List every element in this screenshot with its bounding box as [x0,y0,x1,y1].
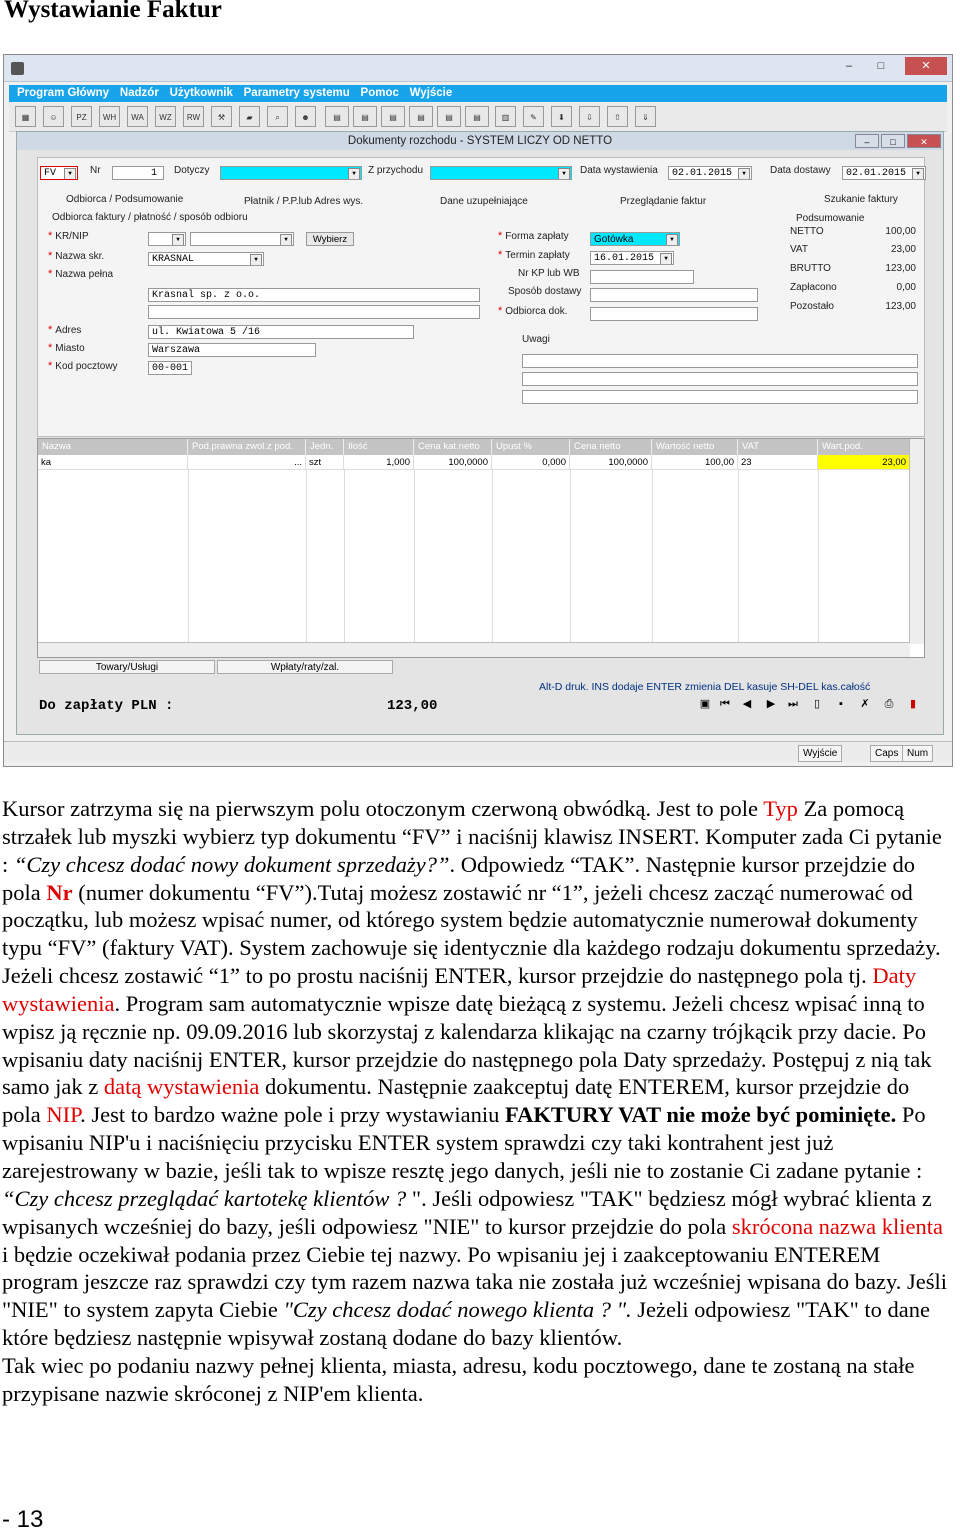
chevron-down-icon: ▼ [348,168,360,180]
highlight-nip: NIP [46,1102,81,1128]
page-number: - 13 [2,1506,44,1533]
document-title: Wystawianie Faktur [4,0,222,23]
nr-input[interactable]: 1 [112,166,164,180]
summary-netto-value: 100,00 [885,226,916,237]
highlight-skrocona: skrócona nazwa klienta [731,1213,943,1239]
to-pay-value: 123,00 [387,698,438,714]
tools-icon[interactable]: ⚒ [211,106,232,127]
vertical-scrollbar[interactable] [909,439,924,644]
keyboard-hint: Alt-D druk. INS dodaje ENTER zmienia DEL kasuje SH-DEL kas.całość [539,681,871,693]
toolbar [9,103,947,132]
paragraph-2: Jeżeli chcesz zostawić “1” to po prostu naciśnij ENTER, kursor przejdzie do następnego pola tj. Daty wystawienia. Program sam automatycznie wpisze datę bieżącą z systemu. Jeżeli chcesz wpisać inną to wpisz ją ręcznie np. 09.09.2016 lub skorzystaj z kalendarza klikając na czarny trójkącik przy dacie. Po wpisaniu daty naciśnij ENTER, kursor przejdzie do następnego pola Daty sprzedaży. Postępuj z nią tak samo jak z datą wystawienia dokumentu. Następnie zaakceptuj datę ENTEREM, kursor przejdzie do pola NIP. Jest to bardzo ważne pole i przy wystawianiu FAKTURY VAT nie może być pominięte. Po wpisaniu NIP'u i naciśnięciu przycisku ENTER system sprawdzi czy taki kontrahent jest już zarejestrowany w bazie, jeśli tak to wpisze resztę jego danych, jeśli nie to zostanie Ci zadane pytanie : “Czy chcesz przeglądać kartotekę klientów ? ". Jeśli odpowiesz "TAK" będziesz mógł wybrać klienta z wpisanych wcześniej do bazy, jeśli odpowiesz "NIE" to kursor przejdzie do pola skrócona nazwa klienta i będzie oczekiwał podania przez Ciebie tej nazwy. Po wpisaniu jej i zaakceptowaniu ENTEREM program jeszcze raz sprawdzi czy tym razem nazwa taka nie została już wcześniej wpisana do bazy. Jeśli "NIE" to system zapyta Ciebie "Czy chcesz dodać nowego klienta ? ". Jeżeli odpowiesz "TAK" to dane które będziesz następnie wpisywał zostaną dodane do bazy klientów. [2,963,947,1351]
first-record-icon[interactable]: ⏮ [720,698,730,710]
przelew-icon[interactable]: ▤ [325,106,349,127]
odbiorca-dok-input[interactable] [590,307,758,321]
document-form [37,157,925,437]
wa-icon[interactable]: WA [127,106,148,127]
col-header[interactable]: Nazwa [38,439,188,455]
bold-text: FAKTURY VAT nie może być pominięte. [505,1102,897,1128]
dotyczy-select[interactable] [220,166,362,180]
people-icon[interactable]: ☺ [43,106,64,127]
app-icon [11,62,24,75]
sposob-dostawy-label: Sposób dostawy [508,286,582,297]
num-indicator: Num [902,745,933,762]
wh-icon[interactable]: WH [99,106,120,127]
last-record-icon[interactable]: ⏭ [788,698,798,710]
maximize-button[interactable]: □ [877,60,885,72]
grid-line [344,470,345,643]
summary-title: Podsumowanie [796,213,865,224]
ptu-icon[interactable]: ▤ [465,106,489,127]
col-header[interactable]: Upust % [492,439,570,455]
menu-program-glowny[interactable]: Program Główny [17,87,110,99]
grid-line [652,470,653,643]
termin-input[interactable]: 16.01.2015 ▼ [590,251,674,265]
tab-dane-uzupelniajace[interactable]: Dane uzupełniające [440,196,528,207]
adres-input[interactable]: ul. Kwiatowa 5 /16 [148,325,414,339]
grid-line [570,470,571,643]
documents-window [16,131,944,735]
nr-kp-input[interactable] [590,270,694,284]
col-header[interactable]: Wartość netto [652,439,738,455]
grid-line [818,470,819,643]
wybierz-button[interactable]: Wybierz [306,232,354,246]
miasto-label: * Miasto [48,342,85,354]
arrow-down-icon[interactable]: ⇓ [635,106,656,127]
table-cell[interactable]: 100,0000 [414,455,492,470]
highlight-nr: Nr [46,879,73,905]
grid-line [414,470,415,643]
calendar-dropdown-icon: ▼ [738,168,750,180]
nazwa-skr-input[interactable]: KRASNAL ▼ [148,252,264,266]
section-label: Odbiorca faktury / płatność / sposób odbioru [52,212,248,223]
print-icon[interactable]: ⎙ [884,698,894,710]
highlight-typ: Typ [763,796,798,821]
sposob-dostawy-input[interactable] [590,288,758,302]
fk-icon[interactable]: ▤ [409,106,433,127]
uwagi-input-1[interactable] [522,354,918,368]
chevron-down-icon: ▼ [64,168,76,180]
folder-icon[interactable]: ▰ [239,106,260,127]
table-cell[interactable]: 1,000 [344,455,414,470]
export-icon[interactable]: ⇧ [607,106,628,127]
summary-vat-value: 23,00 [890,244,916,255]
col-header[interactable]: Jedn. [306,439,344,455]
type-select[interactable]: FV ▼ [40,166,78,180]
menu-nadzor[interactable]: Nadzór [119,87,159,99]
child-minimize-button[interactable]: – [855,134,879,148]
next-record-icon[interactable]: ▶ [766,698,776,710]
nazwa-pelna-input-2[interactable] [148,305,480,319]
download-icon[interactable]: ⬇ [551,106,572,127]
nr-kp-label: Nr KP lub WB [518,268,580,279]
paragraph-3: Tak wiec po podaniu nazwy pełnej klienta, miasta, adresu, kodu pocztowego, dane te zostaną na stałe przypisane nazwie skróconej z NIP'em klienta. [2,1352,915,1406]
nazwa-pelna-input[interactable]: Krasnal sp. z o.o. [148,288,480,302]
summary-pozostalo-value: 123,00 [885,301,916,312]
grid-line [306,470,307,643]
import-icon[interactable]: ⇩ [579,106,600,127]
tab-szukanie[interactable]: Szukanie faktury [824,194,898,205]
menu-wyjscie[interactable]: Wyjście [409,87,453,99]
kod-label: * Kod pocztowy [48,360,118,372]
data-dostawy-label: Data dostawy [770,165,831,176]
tab-platnik[interactable]: Płatnik / P.P.lub Adres wys. [244,196,364,207]
child-close-button[interactable]: ✕ [907,134,941,148]
grid-icon[interactable]: ▦ [15,106,36,127]
miasto-input[interactable]: Warszawa [148,343,316,357]
highlight-daty: Daty wystawienia [2,963,917,1016]
new-record-icon[interactable]: ▯ [813,698,821,710]
chevron-down-icon: ▼ [280,234,292,246]
chevron-down-icon: ▼ [250,254,262,266]
table-cell[interactable]: 0,000 [492,455,570,470]
items-grid [37,438,925,658]
menu-uzytkownik[interactable]: Użytkownik [169,87,233,99]
col-header[interactable]: Ilość [344,439,414,455]
chevron-down-icon: ▼ [558,168,570,180]
summary-netto-label: NETTO [790,226,824,237]
summary-pozostalo-label: Pozostało [790,301,834,312]
col-header[interactable]: Wart.pod. [818,439,910,455]
table-cell[interactable]: 23 [738,455,818,470]
to-pay-label: Do zapłaty PLN : [39,698,174,714]
nr-label: Nr [90,165,101,176]
paragraph-1: Kursor zatrzyma się na pierwszym polu otoczonym czerwoną obwódką. Jest to pole Typ Za pomocą strzałek lub myszki wybierz typ dokumentu “FV” i naciśnij klawisz INSERT. Komputer zada Ci pytanie : “Czy chcesz dodać nowy dokument sprzedaży?”. Odpowiedz “TAK”. Następnie kursor przejdzie do pola Nr (numer dokumentu “FV”).Tutaj możesz zostawić nr “1”, jeżeli chcesz zacząć numerować od początku, lub możesz wpisać numer, od którego system będzie automatycznie numerował dokumenty typu “FV” (faktury VAT). System zachowuje się identycznie dla każdego rodzaju dokumentu sprzedaży. [2,796,942,961]
calc-icon[interactable]: ▥ [495,106,516,127]
highlight-data: datą wystawienia [103,1074,260,1100]
grid-line [492,470,493,643]
forma-zaplaty-label: * Forma zapłaty [498,230,569,242]
close-button[interactable]: ✕ [905,57,947,75]
kod-input[interactable]: 00-001 [148,361,192,375]
z-przychodu-select[interactable] [430,166,572,180]
save-icon[interactable]: ▪ [839,698,843,710]
z-przychodu-label: Z przychodu [368,165,424,176]
data-wystawienia-label: Data wystawienia [580,165,658,176]
klient-icon[interactable]: ▤ [437,106,461,127]
child-window-title: Dokumenty rozchodu - SYSTEM LICZY OD NETTO [17,132,943,150]
horizontal-scrollbar[interactable] [38,642,910,657]
summary-brutto-value: 123,00 [885,263,916,274]
menu-pomoc[interactable]: Pomoc [360,87,399,99]
data-dostawy-input[interactable]: 02.01.2015 ▼ [842,166,926,180]
exit-door-icon[interactable]: ▮ [909,698,917,710]
question-text: “Czy chcesz przeglądać kartotekę klientów ? [2,1185,412,1211]
pz-icon[interactable]: PZ [71,106,92,127]
col-header[interactable]: Cena kat.netto [414,439,492,455]
users-icon[interactable]: ☻ [295,106,316,127]
uwagi-label: Uwagi [522,334,550,345]
dotyczy-label: Dotyczy [174,165,210,176]
search-doc-icon[interactable]: ⌕ [267,106,288,127]
prev-record-icon[interactable]: ◀ [742,698,752,710]
nip-input[interactable] [190,232,294,246]
summary-vat-label: VAT [790,244,808,255]
table-cell[interactable]: 100,0000 [570,455,652,470]
summary-panel [788,226,918,316]
col-header[interactable]: Pod.prawna zwol.z pod. [188,439,306,455]
tab-wplaty[interactable]: Wpłaty/raty/zal. [217,660,393,674]
tab-towary-uslugi[interactable]: Towary/Usługi [39,660,215,674]
cancel-icon[interactable]: ✗ [860,698,870,710]
body-text [2,795,952,1408]
calendar-dropdown-icon: ▼ [660,253,672,265]
adres-label: * Adres [48,324,82,336]
table-cell[interactable]: ... [188,455,306,470]
termin-label: * Termin zapłaty [498,249,570,261]
forma-zaplaty-select[interactable]: Gotówka ▼ [590,232,680,246]
fvbg-icon[interactable]: ▤ [353,106,377,127]
chevron-down-icon: ▼ [666,234,678,246]
question-text: “Czy chcesz dodać nowy dokument sprzedaży?” [13,851,450,877]
odbiorca-dok-label: * Odbiorca dok. [498,305,568,317]
summary-zaplacono-label: Zapłacono [790,282,837,293]
clipboard-icon[interactable]: ▣ [699,698,711,710]
uwagi-input-2[interactable] [522,372,918,386]
rw-icon[interactable]: RW [183,106,204,127]
tab-odbiorca[interactable]: Odbiorca / Podsumowanie [66,194,184,205]
app-window [3,54,953,767]
menu-parametry[interactable]: Parametry systemu [243,87,350,99]
exit-button[interactable]: Wyjście [798,745,842,762]
table-cell[interactable]: ka [38,455,188,470]
caps-indicator: Caps [870,745,903,762]
minimize-button[interactable]: – [845,60,853,72]
edit-icon[interactable]: ✎ [523,106,544,127]
table-cell[interactable]: 100,00 [652,455,738,470]
table-cell-highlighted[interactable]: 23,00 [818,455,910,470]
col-header[interactable]: Cena netto [570,439,652,455]
uwagi-input-3[interactable] [522,390,918,404]
menu-bar [9,85,947,102]
kr-nip-label: * KR/NIP [48,230,89,242]
summary-zaplacono-value: 0,00 [896,282,916,293]
kr-select[interactable] [148,232,186,246]
wz-icon[interactable]: WZ [155,106,176,127]
status-bar [4,741,952,762]
grid-line [188,470,189,643]
window-titlebar [4,55,952,82]
grid-line [738,470,739,643]
col-header[interactable]: VAT [738,439,818,455]
tab-przegladanie[interactable]: Przeglądanie faktur [620,196,707,207]
nazwa-skr-label: * Nazwa skr. [48,250,105,262]
table-cell[interactable]: szt [306,455,344,470]
question-text: "Czy chcesz dodać nowego klienta ? ". [283,1297,632,1323]
calendar-dropdown-icon: ▼ [912,168,924,180]
nazwa-pelna-label: * Nazwa pełna [48,268,114,280]
child-maximize-button[interactable]: □ [881,134,905,148]
summary-brutto-label: BRUTTO [790,263,831,274]
chevron-down-icon: ▼ [172,234,184,246]
data-wystawienia-input[interactable]: 02.01.2015 ▼ [668,166,752,180]
fvbg2-icon[interactable]: ▤ [381,106,405,127]
